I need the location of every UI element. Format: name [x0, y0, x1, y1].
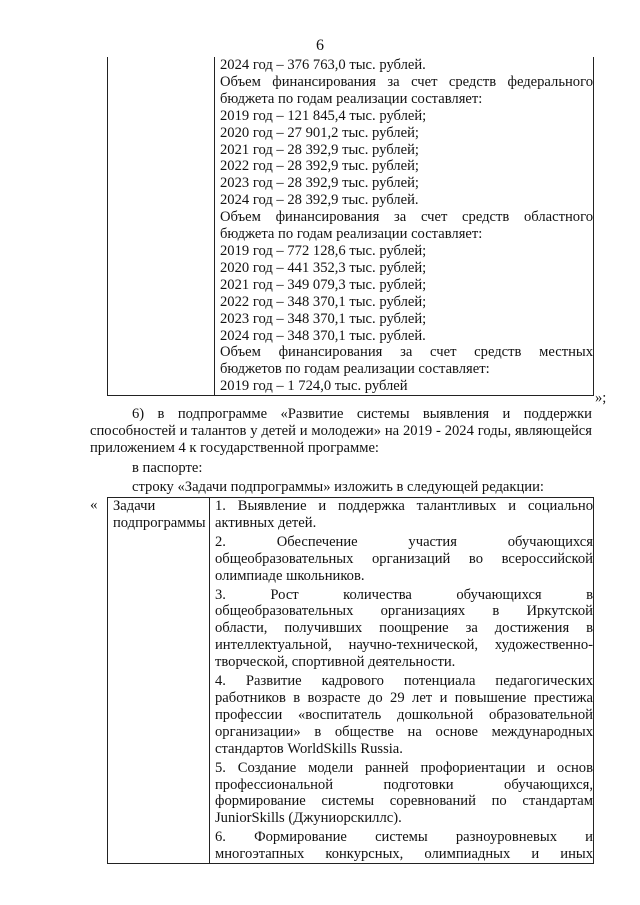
task-line: интеллектуальной, научно-технической, художественно-	[215, 637, 593, 654]
task-item	[215, 498, 593, 532]
page-number: 6	[316, 37, 324, 54]
in-passport-text: в паспорте:	[132, 460, 203, 476]
financing-line: 2020 год – 27 901,2 тыс. рублей;	[220, 124, 419, 141]
tasks-content-cell	[210, 498, 594, 864]
task-line: профессиональной подготовки обучающихся,	[215, 776, 593, 793]
task-line: работников в возрасте до 29 лет и повышение престижа	[215, 689, 593, 706]
financing-table-label-cell	[108, 57, 215, 396]
closing-quote-mark: »;	[595, 390, 607, 406]
task-line: общеобразовательных организаций во всероссийской	[215, 550, 593, 567]
financing-line: бюджета по годам реализации составляет:	[220, 90, 483, 107]
task-item	[215, 587, 593, 672]
financing-line: 2024 год – 376 763,0 тыс. рублей.	[220, 57, 426, 73]
task-line: организации» в обществе на основе международных	[215, 723, 593, 740]
tasks-label-line: подпрограммы	[113, 514, 206, 531]
task-line: 4. Развитие кадрового потенциала педагогических	[215, 673, 593, 690]
opening-quote-mark: «	[90, 497, 98, 513]
financing-line: 2019 год – 1 724,0 тыс. рублей	[220, 378, 408, 395]
financing-line: 2022 год – 28 392,9 тыс. рублей;	[220, 158, 419, 175]
task-line: олимпиаде школьников.	[215, 567, 365, 584]
financing-table-content-cell	[215, 57, 594, 396]
financing-line: 2023 год – 28 392,9 тыс. рублей;	[220, 175, 419, 192]
instruction-text: строку «Задачи подпрограммы» изложить в следующей редакции:	[132, 479, 544, 495]
financing-line: 2019 год – 772 128,6 тыс. рублей;	[220, 242, 427, 259]
financing-table	[107, 57, 594, 396]
tasks-label-line: Задачи	[113, 498, 156, 514]
financing-line: 2024 год – 348 370,1 тыс. рублей.	[220, 327, 426, 344]
financing-line: бюджетов по годам реализации составляет:	[220, 361, 490, 378]
task-item	[215, 829, 593, 863]
task-line: 1. Выявление и поддержка талантливых и социально	[215, 498, 593, 514]
financing-line: 2022 год – 348 370,1 тыс. рублей;	[220, 293, 427, 310]
financing-line: Объем финансирования за счет средств областного	[220, 209, 593, 226]
task-line: многоэтапных конкурсных, олимпиадных и иных	[215, 846, 593, 863]
item-6-line-3: приложением 4 к государственной программе:	[90, 440, 379, 456]
task-line: стандартов WorldSkills Russia.	[215, 740, 403, 757]
task-line: JuniorSkills (Джуниорскиллс).	[215, 810, 402, 827]
financing-line: 2019 год – 121 845,4 тыс. рублей;	[220, 107, 427, 124]
task-line: общеобразовательных организациях в Иркутской	[215, 603, 593, 620]
financing-line: Объем финансирования за счет средств федерального	[220, 73, 593, 90]
task-line: активных детей.	[215, 514, 317, 531]
task-item	[215, 760, 593, 828]
financing-line: 2024 год – 28 392,9 тыс. рублей.	[220, 192, 419, 209]
task-line: 5. Создание модели ранней профориентации и основ	[215, 759, 593, 776]
financing-line: 2021 год – 349 079,3 тыс. рублей;	[220, 276, 427, 293]
item-6-line-1: 6) в подпрограмме «Развитие системы выявления и поддержки	[132, 406, 592, 422]
task-line: формирование системы соревнований по стандартам	[215, 793, 593, 810]
item-6-line-2: способностей и талантов у детей и молодежи» на 2019 - 2024 годы, являющейся	[90, 423, 592, 439]
tasks-table	[107, 497, 594, 864]
tasks-label-cell	[108, 498, 210, 864]
task-line: творческой, спортивной деятельности.	[215, 654, 456, 671]
financing-line: 2021 год – 28 392,9 тыс. рублей;	[220, 141, 419, 158]
task-line: 3. Рост количества обучающихся в	[215, 586, 593, 603]
financing-line: 2023 год – 348 370,1 тыс. рублей;	[220, 310, 427, 327]
task-item	[215, 673, 593, 758]
task-line: 2. Обеспечение участия обучающихся	[215, 533, 593, 550]
financing-line: 2020 год – 441 352,3 тыс. рублей;	[220, 259, 427, 276]
financing-line: Объем финансирования за счет средств местных	[220, 344, 593, 361]
task-line: 6. Формирование системы разноуровневых и	[215, 829, 593, 846]
financing-line: бюджета по годам реализации составляет:	[220, 226, 483, 243]
task-line: области, получивших поощрение за достижения в	[215, 620, 593, 637]
task-item	[215, 534, 593, 585]
task-line: профессии «воспитатель дошкольной образовательной	[215, 706, 593, 723]
